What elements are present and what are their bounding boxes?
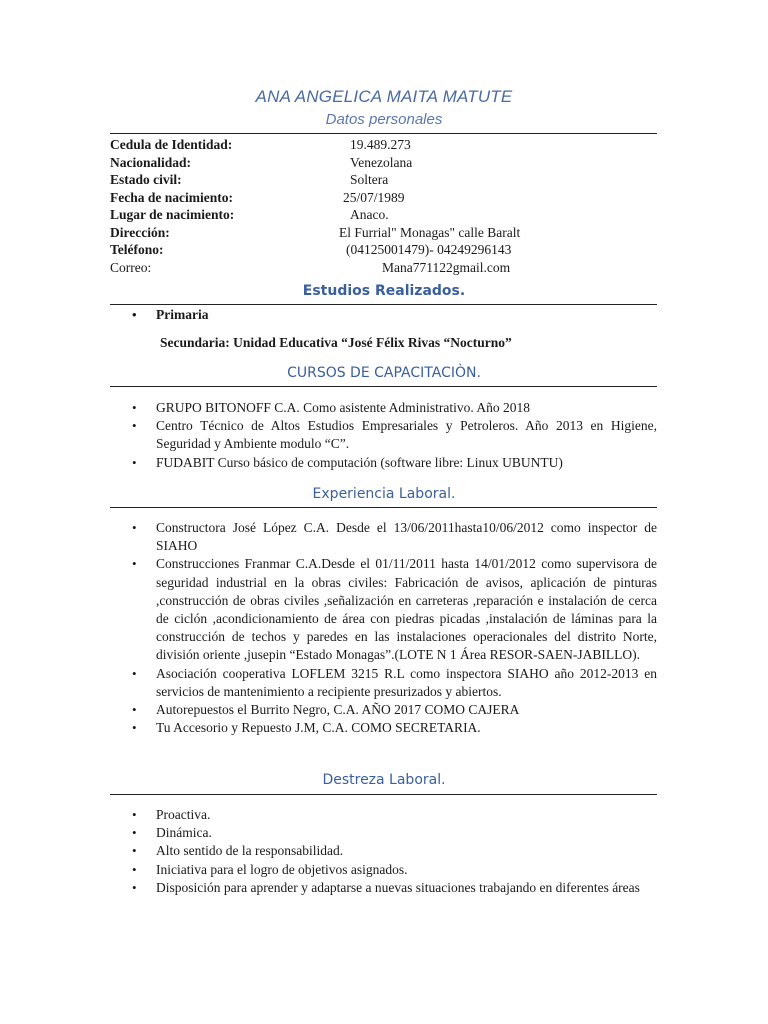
skills-heading: Destreza Laboral. (322, 772, 446, 788)
personal-row (110, 136, 232, 153)
personal-row (110, 154, 191, 171)
list-item: • Tu Accesorio y Repuesto J.M, C.A. COMO SECRETARIA. (110, 719, 657, 737)
field-value: El Furrial" Monagas" calle Baralt (339, 224, 521, 240)
person-name: ANA ANGELICA MAITA MATUTE (255, 87, 513, 106)
experience-heading: Experiencia Laboral. (312, 486, 456, 502)
field-label: Dirección: (110, 224, 170, 240)
list-item: • Proactiva. (110, 806, 657, 824)
courses-heading: CURSOS DE CAPACITACIÒN. (287, 365, 481, 381)
studies-heading: Estudios Realizados. (302, 283, 466, 299)
divider (110, 507, 657, 508)
field-label: Cedula de Identidad: (110, 137, 233, 152)
secondary-studies: Secundaria: Unidad Educativa “José Félix Rivas “Nocturno” (160, 335, 512, 350)
divider (110, 304, 657, 305)
personal-row (110, 171, 182, 188)
divider (110, 794, 657, 795)
list-item: • Alto sentido de la responsabilidad. (110, 842, 657, 860)
list-item: • Iniciativa para el logro de objetivos asignados. (110, 861, 657, 879)
studies-list (110, 306, 657, 324)
field-value: (04125001479)- 04249296143 (346, 242, 512, 257)
skills-list (110, 806, 657, 897)
personal-row (110, 241, 164, 258)
divider (110, 386, 657, 387)
field-label: Lugar de nacimiento: (110, 207, 235, 222)
experience-list (110, 519, 657, 737)
personal-row (110, 259, 151, 276)
field-value: 25/07/1989 (343, 189, 405, 205)
list-item: • Autorepuestos el Burrito Negro, C.A. AÑO 2017 COMO CAJERA (110, 701, 657, 719)
list-item: • Centro Técnico de Altos Estudios Empresariales y Petroleros. Año 2013 en Higiene, Seguridad y Ambiente modulo “C”. (110, 417, 657, 453)
field-value: Anaco. (350, 207, 389, 222)
list-item: • Construcciones Franmar C.A.Desde el 01/11/2011 hasta 14/01/2012 como supervisora de seguridad industrial en la obras civiles: Fabricación de avisos, aplicación de pinturas ,construcción de obras civiles ,señalización en carreteras ,reparación e instalación de cerca de ciclón ,acondicionamiento de área con piedras picadas ,instalación de láminas para la construcción de techos y paredes en las instalaciones operacionales del distrito Norte, división oriente ,jusepin “Estado Monagas”.(LOTE N 1 Área RESOR-SAEN-JABILLO). (110, 555, 657, 664)
field-value: 19.489.273 (350, 137, 411, 152)
field-value: Mana771122gmail.com (382, 259, 511, 275)
list-item: • Primaria (110, 306, 657, 324)
personal-row (110, 224, 170, 241)
personal-row (110, 189, 233, 206)
personal-row (110, 206, 234, 223)
list-item: • Dinámica. (110, 824, 657, 842)
list-item: • GRUPO BITONOFF C.A. Como asistente Administrativo. Año 2018 (110, 399, 657, 417)
courses-list (110, 399, 657, 472)
field-label: Nacionalidad: (110, 154, 192, 170)
field-value: Venezolana (350, 154, 413, 170)
field-label: Fecha de nacimiento: (110, 189, 233, 205)
field-label: Correo: (110, 259, 152, 275)
divider (110, 133, 657, 134)
list-item: • FUDABIT Curso básico de computación (software libre: Linux UBUNTU) (110, 454, 657, 472)
field-value: Soltera (350, 172, 389, 187)
personal-data-heading: Datos personales (325, 111, 443, 128)
list-item: • Constructora José López C.A. Desde el 13/06/2011hasta10/06/2012 como inspector de SIAHO (110, 519, 657, 555)
list-item: • Asociación cooperativa LOFLEM 3215 R.L como inspectora SIAHO año 2012-2013 en servicios de mantenimiento a recipiente presurizados y abiertos. (110, 665, 657, 701)
list-item: • Disposición para aprender y adaptarse a nuevas situaciones trabajando en diferentes áreas (110, 879, 657, 897)
field-label: Estado civil: (110, 172, 182, 187)
field-label: Teléfono: (110, 242, 164, 257)
